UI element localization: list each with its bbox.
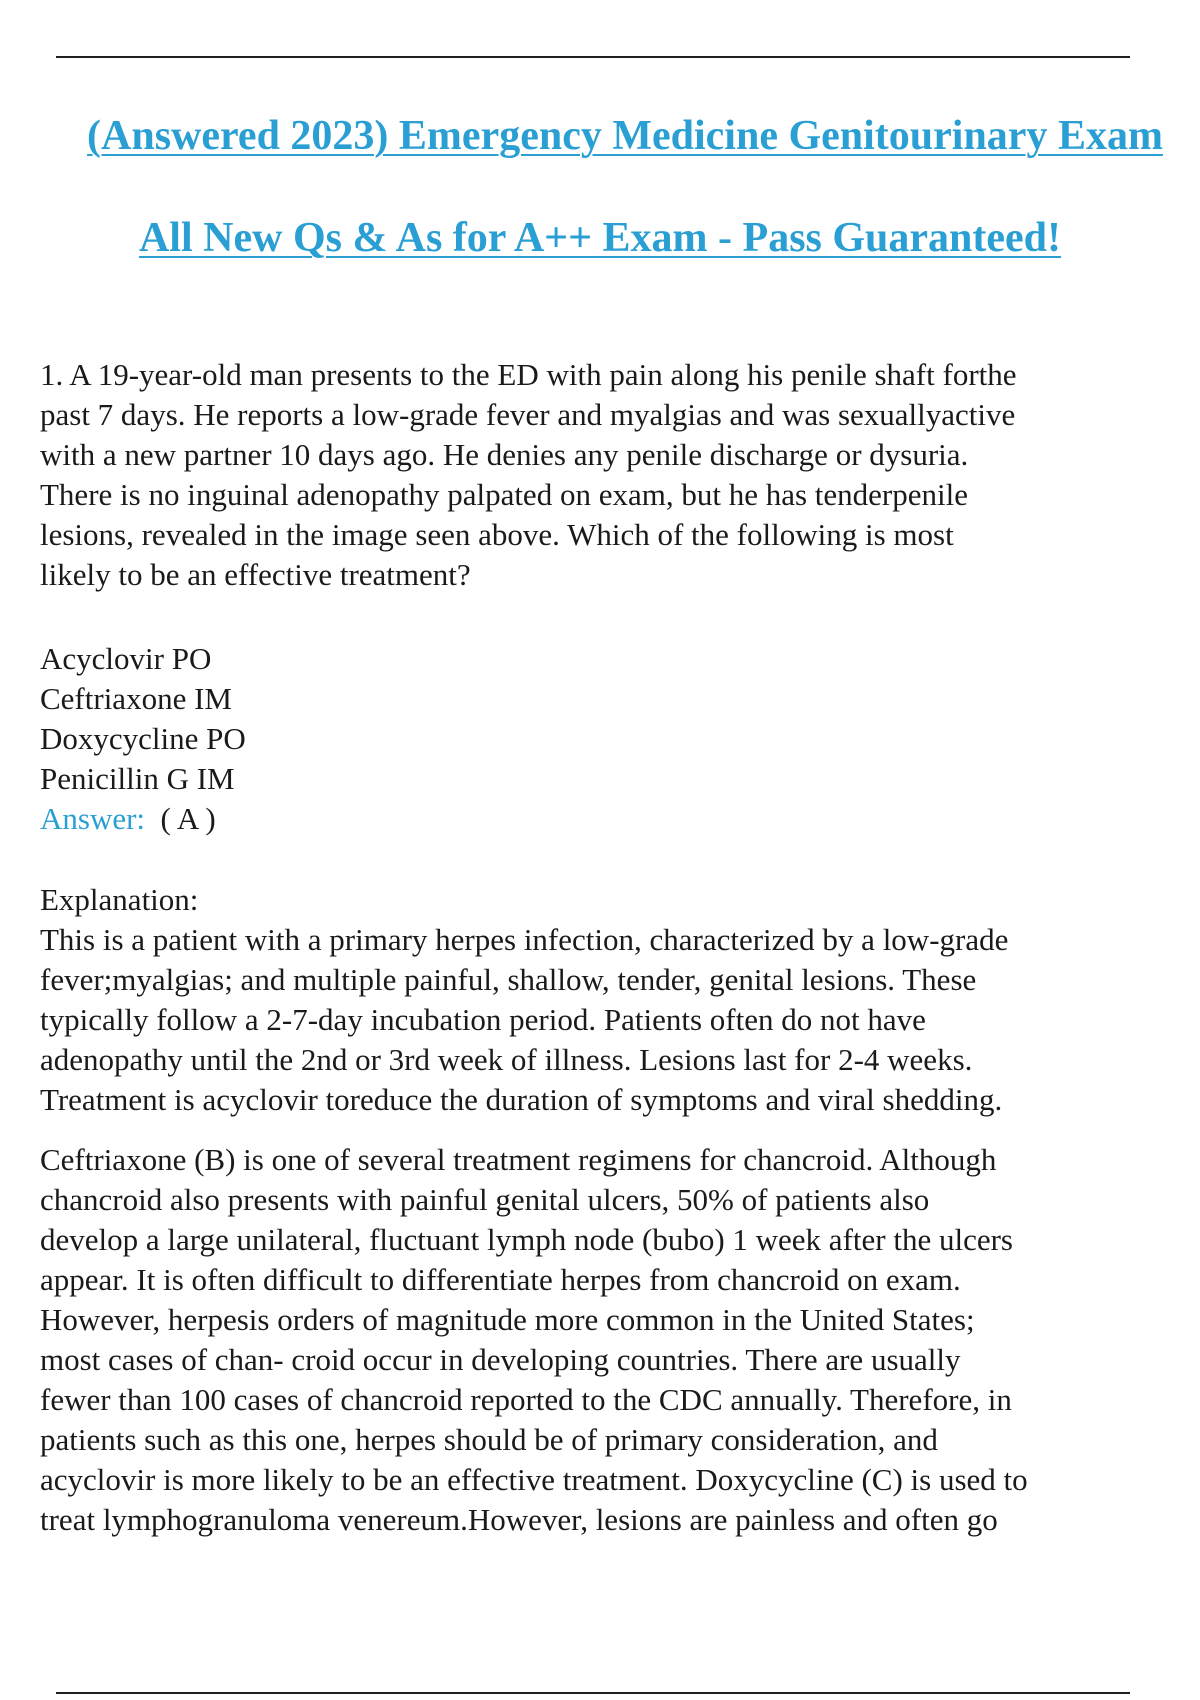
explanation-line: most cases of chan- croid occur in developing countries. There are usually [40,1342,961,1377]
option-d: Penicillin G IM [40,761,235,796]
explanation-paragraph-2 [40,1140,1190,1540]
option-c: Doxycycline PO [40,721,246,756]
explanation-line: chancroid also presents with painful genital ulcers, 50% of patients also [40,1182,930,1217]
explanation-line: patients such as this one, herpes should be of primary consideration, and [40,1422,938,1457]
question-line: lesions, revealed in the image seen above. Which of the following is most [40,517,954,552]
question-line: past 7 days. He reports a low-grade fever and myalgias and was sexuallyactive [40,397,1016,432]
question-line: likely to be an effective treatment? [40,557,471,592]
explanation-line: However, herpesis orders of magnitude more common in the United States; [40,1302,975,1337]
explanation-line: acyclovir is more likely to be an effective treatment. Doxycycline (C) is used to [40,1462,1028,1497]
explanation-line: Treatment is acyclovir toreduce the duration of symptoms and viral shedding. [40,1082,1003,1117]
explanation-line: typically follow a 2-7-day incubation period. Patients often do not have [40,1002,926,1037]
answer-value: ( A ) [160,801,216,836]
question-line: 1. A 19-year-old man presents to the ED with pain along his penile shaft forthe [40,357,1017,392]
explanation-line: treat lymphogranuloma venereum.However, lesions are painless and often go [40,1502,998,1537]
explanation-line: fever;myalgias; and multiple painful, shallow, tender, genital lesions. These [40,962,977,997]
explanation-line: adenopathy until the 2nd or 3rd week of illness. Lesions last for 2-4 weeks. [40,1042,973,1077]
bottom-divider [56,1692,1130,1694]
option-a: Acyclovir PO [40,641,212,676]
explanation-line: fewer than 100 cases of chancroid reported to the CDC annually. Therefore, in [40,1382,1012,1417]
option-b: Ceftriaxone IM [40,681,232,716]
question-text [40,355,1190,595]
explanation-line: Ceftriaxone (B) is one of several treatment regimens for chancroid. Although [40,1142,997,1177]
question-line: There is no inguinal adenopathy palpated on exam, but he has tenderpenile [40,477,968,512]
document-title[interactable]: (Answered 2023) Emergency Medicine Genitourinary Exam [87,113,1163,159]
answer-row [40,799,1190,839]
explanation-line: This is a patient with a primary herpes infection, characterized by a low-grade [40,922,1009,957]
document-subtitle[interactable]: All New Qs & As for A++ Exam - Pass Guaranteed! [138,215,1062,261]
explanation-heading: Explanation: [40,882,199,917]
top-divider [56,56,1130,58]
answer-label: Answer: [40,801,146,836]
explanation-line: develop a large unilateral, fluctuant lymph node (bubo) 1 week after the ulcers [40,1222,1013,1257]
answer-options [40,639,1190,799]
question-line: with a new partner 10 days ago. He denies any penile discharge or dysuria. [40,437,969,472]
explanation-line: appear. It is often difficult to differentiate herpes from chancroid on exam. [40,1262,961,1297]
explanation-section [40,880,1190,1120]
